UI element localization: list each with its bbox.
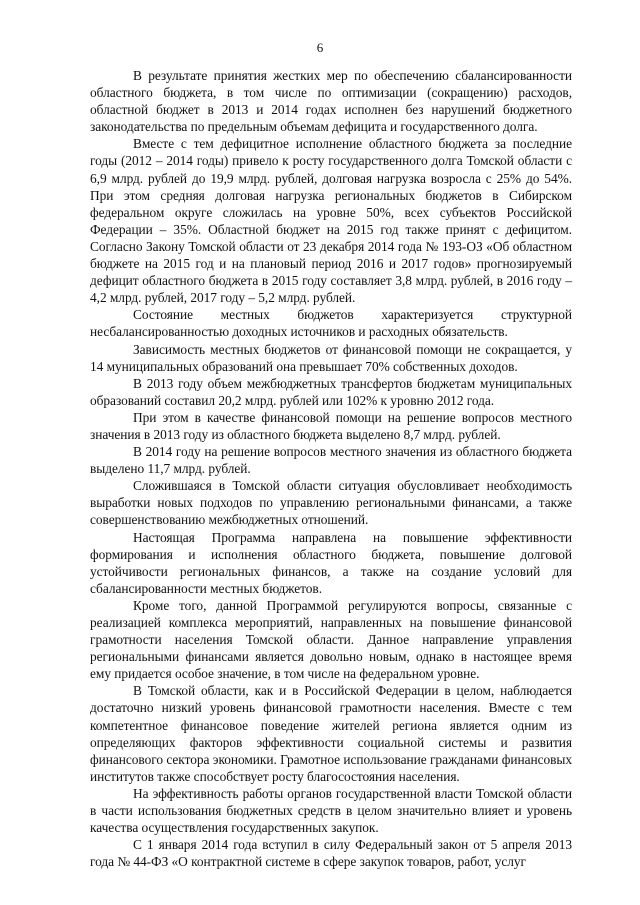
paragraph-federal-law-44: С 1 января 2014 года вступил в силу Федеральный закон от 5 апреля 2013 года № 44-ФЗ «О контрактной системе в сфере закупок товаров, работ, услуг: [90, 837, 572, 870]
body-text: [90, 67, 572, 870]
paragraph-program-goals: Настоящая Программа направлена на повышение эффективности формирования и исполнения областного бюджета, повышение долговой устойчивости региональных финансов, а также на создание условий для сбалансированности местных бюджетов.: [90, 529, 572, 596]
paragraph-dependence-on-aid: Зависимость местных бюджетов от финансовой помощи не сокращается, у 14 муниципальных образований она превышает 70% собственных доходов.: [90, 341, 572, 374]
paragraph-new-approaches: Сложившаяся в Томской области ситуация обусловливает необходимость выработки новых подходов по управлению региональными финансами, а также совершенствованию межбюджетных отношений.: [90, 478, 572, 528]
paragraph-budget-balance: В результате принятия жестких мер по обеспечению сбалансированности областного бюджета, в том числе по оптимизации (сокращению) расходов, областной бюджет в 2013 и 2014 годах исполнен без нарушений бюджетного законодательства по предельным объемам дефицита и государственного долга.: [90, 68, 572, 135]
paragraph-local-budgets-state: Состояние местных бюджетов характеризуется структурной несбалансированностью доходных источников и расходных обязательств.: [90, 307, 572, 340]
paragraph-local-aid-2014: В 2014 году на решение вопросов местного значения из областного бюджета выделено 11,7 млрд. рублей.: [90, 444, 572, 477]
paragraph-procurement-quality: На эффективность работы органов государственной власти Томской области в части использования бюджетных средств в целом значительно влияет и уровень качества осуществления государственных закупок.: [90, 785, 572, 836]
page-number: 6: [316, 40, 324, 55]
paragraph-financial-literacy: Кроме того, данной Программой регулируются вопросы, связанные с реализацией комплекса мероприятий, направленных на повышение финансовой грамотности населения Томской области. Данное направление управления региональными финансами является довольно новым, однако в настоящее время ему придается особое значение, в том числе на федеральном уровне.: [90, 597, 572, 682]
paragraph-local-aid-2013: При этом в качестве финансовой помощи на решение вопросов местного значения в 2013 году из областного бюджета выделено 8,7 млрд. рублей.: [90, 409, 572, 442]
paragraph-state-debt: Вместе с тем дефицитное исполнение областного бюджета за последние годы (2012 – 2014 годы) привело к росту государственного долга Томской области с 6,9 млрд. рублей до 19,9 млрд. рублей, долговая нагрузка возросла с 25% до 54%. При этом средняя долговая нагрузка региональных бюджетов в Сибирском федеральном округе сложилась на уровне 50%, всех субъектов Российской Федерации – 35%. Областной бюджет на 2015 год также принят с дефицитом. Согласно Закону Томской области от 23 декабря 2014 года № 193-ОЗ «Об областном бюджете на 2015 год и на плановый период 2016 и 2017 годов» прогнозируемый дефицит областного бюджета в 2015 году составляет 3,8 млрд. рублей, в 2016 году – 4,2 млрд. рублей, 2017 году – 5,2 млрд. рублей.: [90, 136, 572, 306]
paragraph-literacy-level: В Томской области, как и в Российской Федерации в целом, наблюдается достаточно низкий уровень финансовой грамотности населения. Вместе с тем компетентное финансовое поведение жителей региона является одним из определяющих факторов эффективности социальной системы и развития финансового сектора экономики. Грамотное использование гражданами финансовых институтов также способствует росту благосостояния населения.: [90, 683, 572, 784]
paragraph-transfers-2013: В 2013 году объем межбюджетных трансфертов бюджетам муниципальных образований составил 20,2 млрд. рублей или 102% к уровню 2012 года.: [90, 375, 572, 408]
